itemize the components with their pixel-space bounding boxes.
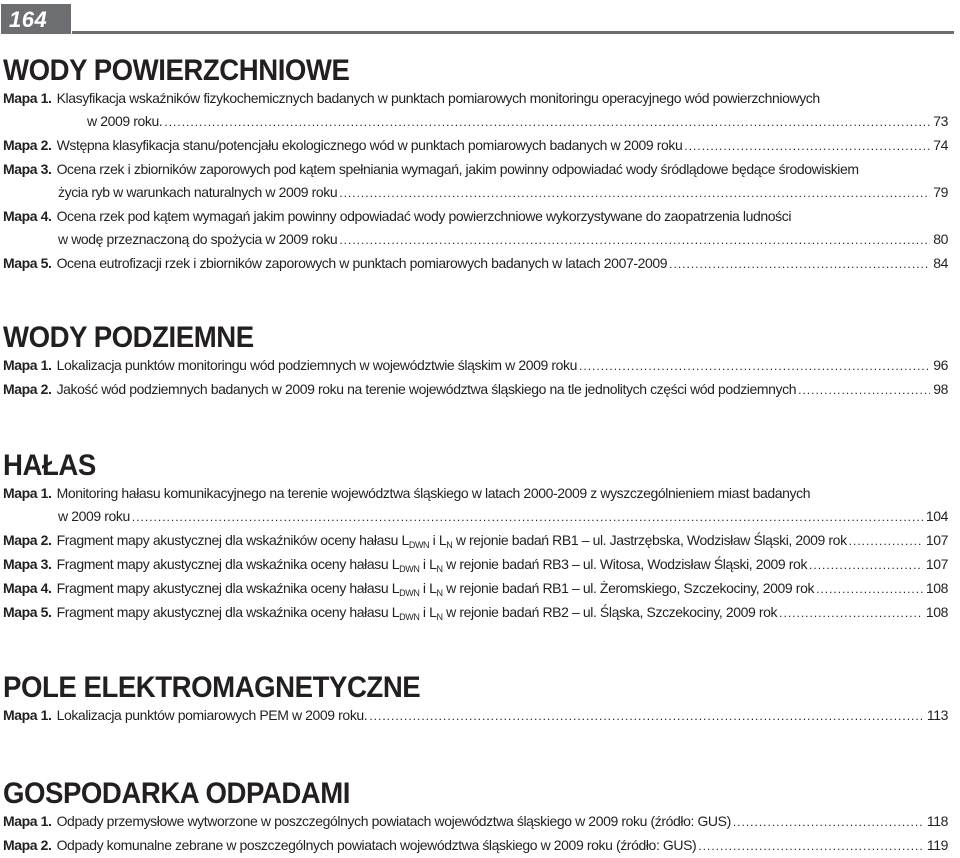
dot-leader — [369, 705, 924, 728]
map-label: Mapa 5. — [3, 255, 52, 271]
toc-entry[interactable] — [3, 354, 948, 378]
toc-entry[interactable] — [3, 553, 948, 577]
entry-text-continued: życia ryb w warunkach naturalnych w 2009 roku — [58, 184, 338, 200]
map-label: Mapa 1. — [3, 707, 52, 723]
dot-leader — [779, 602, 923, 625]
section-heading: POLE ELEKTROMAGNETYCZNE — [3, 671, 421, 704]
entry-text-continued: w 2009 roku — [58, 508, 130, 524]
entry-text: Fragment mapy akustycznej dla wskaźnika oceny hałasu $L_{DWN}$ i $L_N$ w rejonie badań RB3 – ul. Witosa, Wodzisław Śląski, 2009 rok — [56, 556, 808, 574]
page-ref: 79 — [933, 184, 948, 200]
page-number: 164 — [9, 7, 48, 32]
section-halas — [3, 450, 948, 625]
entry-text: Ocena rzek i zbiorników zaporowych pod kątem spełniania wymagań, jakim powinny odpowiadać wody śródlądowe będące środowiskiem — [56, 161, 859, 177]
toc-entry[interactable] — [3, 205, 948, 252]
dot-leader — [698, 835, 924, 858]
page-ref: 108 — [925, 580, 948, 596]
toc-entry[interactable] — [3, 87, 948, 134]
dot-leader — [669, 253, 930, 276]
map-label: Mapa 4. — [3, 580, 52, 596]
page-ref: 96 — [933, 357, 948, 373]
toc-entry[interactable] — [3, 482, 948, 529]
map-label: Mapa 3. — [3, 161, 52, 177]
toc-entry[interactable] — [3, 134, 948, 158]
section-heading: HAŁAS — [3, 449, 96, 482]
section-heading: WODY PODZIEMNE — [3, 321, 254, 354]
toc-entry[interactable] — [3, 577, 948, 601]
map-label: Mapa 2. — [3, 837, 52, 853]
map-label: Mapa 4. — [3, 208, 52, 224]
page-number-box — [1, 4, 71, 34]
entry-text: Ocena rzek pod kątem wymagań jakim powinny odpowiadać wody powierzchniowe wykorzystywane do zaopatrzenia ludności — [56, 208, 792, 224]
page-ref: 98 — [933, 381, 948, 397]
dot-leader — [733, 811, 924, 834]
entry-text: Wstępna klasyfikacja stanu/potencjału ekologicznego wód w punktach pomiarowych badanych w 2009 roku — [56, 137, 683, 153]
page-ref: 74 — [933, 137, 948, 153]
toc-entry[interactable] — [3, 158, 948, 205]
map-label: Mapa 1. — [3, 90, 52, 106]
dot-leader — [339, 182, 930, 205]
toc-entry[interactable] — [3, 704, 948, 728]
entry-text: Odpady komunalne zebrane w poszczególnych powiatach województwa śląskiego w 2009 roku (źródło: GUS) — [56, 837, 697, 853]
entry-text-continued: w wodę przeznaczoną do spożycia w 2009 roku — [58, 231, 338, 247]
map-label: Mapa 5. — [3, 604, 52, 620]
page-ref: 104 — [925, 508, 948, 524]
dot-leader — [816, 578, 923, 601]
entry-text: Lokalizacja punktów pomiarowych PEM w 2009 roku. — [56, 707, 368, 723]
entry-text: Lokalizacja punktów monitoringu wód podziemnych w województwie śląskim w 2009 roku — [56, 357, 578, 373]
header-rule — [72, 31, 954, 34]
page-ref: 108 — [925, 604, 948, 620]
toc-entry[interactable] — [3, 378, 948, 402]
toc-entry[interactable] — [3, 601, 948, 625]
dot-leader — [579, 355, 930, 378]
dot-leader — [164, 111, 930, 134]
toc-entry[interactable] — [3, 529, 948, 553]
page-ref: 107 — [925, 556, 948, 572]
page-ref: 73 — [933, 113, 948, 129]
map-label: Mapa 2. — [3, 532, 52, 548]
dot-leader — [798, 379, 930, 402]
section-pole-elektromagnetyczne — [3, 672, 948, 728]
section-heading: GOSPODARKA ODPADAMI — [3, 777, 351, 810]
page-ref: 84 — [933, 255, 948, 271]
dot-leader — [339, 229, 930, 252]
section-wody-podziemne — [3, 322, 948, 402]
entry-text: Odpady przemysłowe wytworzone w poszczególnych powiatach województwa śląskiego w 2009 roku (źródło: GUS) — [56, 813, 731, 829]
map-label: Mapa 1. — [3, 485, 52, 501]
entry-text: Ocena eutrofizacji rzek i zbiorników zaporowych w punktach pomiarowych badanych w latach 2007-2009 — [56, 255, 668, 271]
toc-entry[interactable] — [3, 834, 948, 858]
entry-text: Klasyfikacja wskaźników fizykochemicznych badanych w punktach pomiarowych monitoringu operacyjnego wód powierzchniowych — [56, 90, 820, 106]
page-ref: 118 — [926, 813, 948, 829]
dot-leader — [132, 506, 923, 529]
section-gospodarka-odpadami — [3, 778, 948, 858]
entry-text-continued: w 2009 roku. — [87, 113, 163, 129]
section-wody-powierzchniowe — [3, 55, 948, 276]
page-ref: 80 — [933, 231, 948, 247]
entry-text: Fragment mapy akustycznej dla wskaźników oceny hałasu $L_{DWN}$ i $L_N$ w rejonie badań RB1 – ul. Jastrzębska, Wodzisław Śląski, 2009 rok — [56, 532, 847, 550]
dot-leader — [684, 135, 930, 158]
page-ref: 119 — [926, 837, 948, 853]
map-label: Mapa 1. — [3, 357, 52, 373]
map-label: Mapa 2. — [3, 137, 52, 153]
entry-text: Fragment mapy akustycznej dla wskaźnika oceny hałasu $L_{DWN}$ i $L_N$ w rejonie badań RB1 – ul. Żeromskiego, Szczekociny, 2009 rok — [56, 580, 815, 598]
entry-text: Jakość wód podziemnych badanych w 2009 roku na terenie województwa śląskiego na tle jednolitych części wód podziemnych — [56, 381, 797, 397]
entry-text: Fragment mapy akustycznej dla wskaźnika oceny hałasu $L_{DWN}$ i $L_N$ w rejonie badań RB2 – ul. Śląska, Szczekociny, 2009 rok — [56, 604, 778, 622]
toc-entry[interactable] — [3, 252, 948, 276]
map-label: Mapa 1. — [3, 813, 52, 829]
dot-leader — [809, 554, 923, 577]
page-ref: 107 — [925, 532, 948, 548]
page-ref: 113 — [926, 707, 948, 723]
section-heading: WODY POWIERZCHNIOWE — [3, 54, 350, 87]
dot-leader — [849, 530, 923, 553]
map-label: Mapa 3. — [3, 556, 52, 572]
entry-text: Monitoring hałasu komunikacyjnego na terenie województwa śląskiego w latach 2000-2009 z wyszczególnieniem miast badanych — [56, 485, 811, 501]
toc-entry[interactable] — [3, 810, 948, 834]
map-label: Mapa 2. — [3, 381, 52, 397]
